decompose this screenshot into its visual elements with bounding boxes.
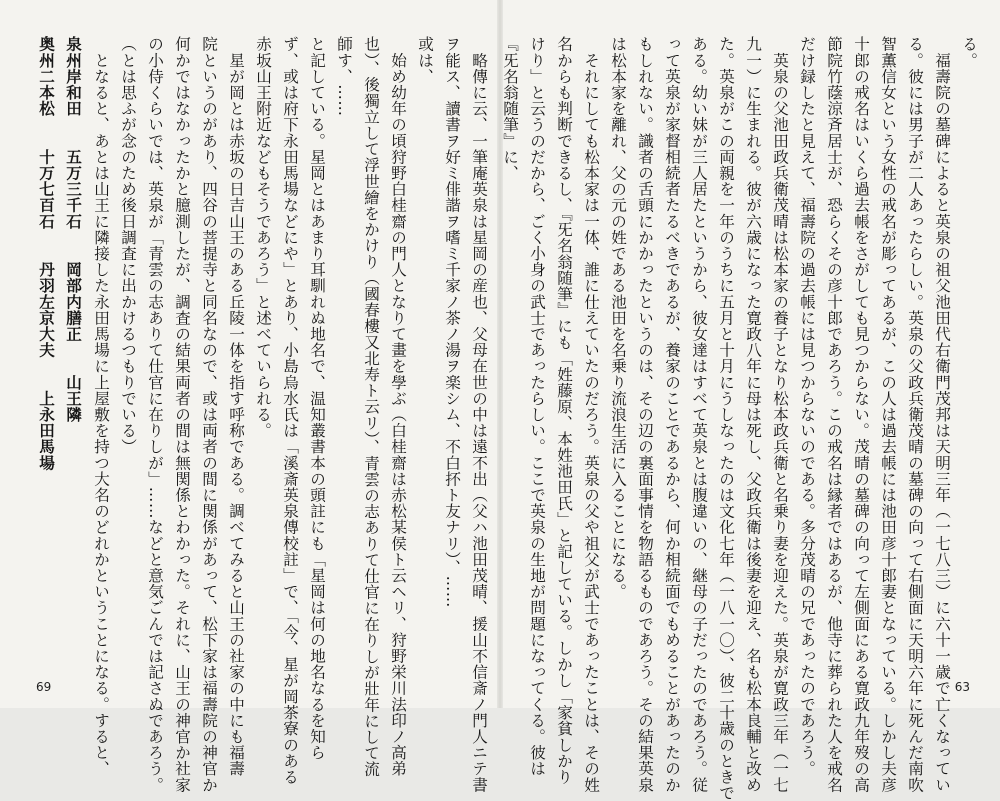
text-line: 智薫信女という女性の戒名が彫ってあるが、この人は過去帳には池田彦十郎妻となっている。しかし夫彦 bbox=[879, 36, 897, 793]
daimyo-title: 丹羽左京大夫 bbox=[37, 261, 56, 359]
text-line: の小侍くらいでは、英泉が「青雲の志ありて仕官に在りしが」……などと意気ごんでは記さぬであろう。 bbox=[146, 36, 164, 793]
text-line: 十郎の戒名はいくら過去帳をさがしても見つからない。茂晴の墓碑の向って左側面にある寛政九年歿の高 bbox=[852, 36, 870, 793]
text-line: と記している。星岡とはあまり耳馴れぬ地名で、温知叢書本の頭註にも「星岡は何の地名なるを知ら bbox=[308, 36, 326, 761]
text-line: ヲ能ス、讀書ヲ好ミ俳諧ヲ嗜ミ千家ノ茶ノ湯ヲ楽シム、不白抔ト友ナリ）、…… bbox=[443, 36, 461, 608]
text-line: 名からも判断できるし、『旡名翁随筆』にも「姓藤原、本姓池田氏」と記している。しかし「家貧しかり bbox=[555, 36, 573, 785]
text-line: る。 bbox=[960, 36, 978, 69]
text-line: 『旡名翁随筆』に、 bbox=[501, 36, 519, 181]
text-line: 英泉の父池田政兵衛茂晴は松本家の養子となり松本政兵衛と名乗り妻を迎えた。英泉が寛政三年（一七 bbox=[771, 36, 789, 793]
daimyo-note: 山王隣 bbox=[64, 374, 83, 423]
left-page-number: 69 bbox=[36, 680, 52, 694]
daimyo-stipend: 五万三千石 bbox=[64, 148, 83, 230]
daimyo-row bbox=[33, 36, 60, 662]
text-line: だけ録したと見えて、福壽院の過去帳には見つからないのである。多分茂晴の兄であったのであろう。 bbox=[798, 36, 816, 777]
text-line: 九一）に生まれる。彼が六歳になった寛政八年に母は死し、父政兵衛は後妻を迎え、名も松本良輔と改め bbox=[744, 36, 762, 793]
text-line: けり」と云うのだから、ごく小身の武士であったらしい。ここで英泉の生地が問題になってくる。彼は bbox=[528, 36, 546, 777]
text-line: 院というのがあり、四谷の菩提寺と同名なので、或は両者の間に関係があって、松下家は福壽院の神官か bbox=[200, 36, 218, 793]
text-line: る。彼には男子が二人あったらしい。英泉の父政兵衛茂晴の墓碑の向って右側面に天明六年に死んだ南吹 bbox=[906, 36, 924, 793]
text-line: は松本家を離れ、父の元の姓である池田を名乗り流浪生活に入ることになる。 bbox=[609, 36, 627, 600]
text-line: た。英泉がこの両親を一年のうちに五月と十月にうしなったのは文化七年（一八一〇）、彼二十歳のときで bbox=[717, 36, 735, 801]
daimyo-title: 岡部内膳正 bbox=[64, 261, 83, 342]
text-line: 星が岡とは赤坂の日吉山王のある丘陵一体を指す呼称である。調べてみると山王の社家の中にも福壽 bbox=[227, 36, 245, 777]
text-line: 略傳に云、一筆庵英泉は星岡の産也、父母在世の中は遠不出（父ハ池田茂晴、援山不信斎ノ門人ニテ書 bbox=[470, 36, 488, 793]
text-line: って英泉が家督相続者たるべきであるが、養家のことであるから、何か相続面でもめることがあったのか bbox=[663, 36, 681, 793]
text-line: もしれない。識者の舌頭にかかったというのは、その辺の裏面事情を物語るものであろう。その結果英泉 bbox=[636, 36, 654, 793]
text-line: 也）、後獨立して浮世繪をかけり（國春樓又北寿ト云リ）、青雲の志ありて仕官に在りしが壯年にして流 bbox=[362, 36, 380, 778]
text-line: 始め幼年の頃狩野白桂齋の門人となりて畫を學ぶ（白桂齋は赤松某侯ト云ヘリ、狩野栄川法印ノ高弟 bbox=[389, 36, 407, 777]
text-line: 福壽院の墓碑によると英泉の祖父池田代右衛門茂邦は天明三年（一七八三）に六十一歳で亡くなってい bbox=[933, 36, 951, 793]
text-line: 何かではなかったかと臆測したが、調査の結果両者の間は無関係とわかった。それに、山王の神官か社家 bbox=[173, 36, 191, 793]
text-line: ず、或は府下永田馬場などにや」とあり、小島烏水氏は「溪斎英泉傳校註」で、「今、星が岡茶寮のある bbox=[281, 36, 299, 785]
text-line: ある。幼い妹が三人居たというから、彼女達はすべて英泉とは腹違いの、継母の子だったのであろう。従 bbox=[690, 36, 708, 793]
text-line: 赤坂山王附近などもそうであろう」と述べていられる。 bbox=[254, 36, 272, 439]
daimyo-row bbox=[60, 36, 87, 662]
text-line: 師す、…… bbox=[335, 36, 353, 117]
text-line: （とは思ふが念のため後日調査に出かけるつもりでいる） bbox=[119, 36, 137, 455]
daimyo-domain: 泉州岸和田 bbox=[64, 36, 83, 117]
right-page-number: 63 bbox=[954, 680, 970, 694]
text-line: 或は、 bbox=[416, 36, 434, 85]
text-line: それにしても松本家は一体、誰に仕えていたのだろう。英泉の父や祖父が武士であったことは、その姓 bbox=[582, 36, 600, 793]
left-page bbox=[0, 0, 500, 793]
right-page bbox=[500, 0, 1000, 801]
daimyo-domain: 奥州二本松 bbox=[37, 36, 56, 117]
text-line: となると、あとは山王に隣接した永田馬場に上屋敷を持つ大名のどれかということになる。すると、 bbox=[92, 36, 110, 777]
daimyo-note: 上永田馬場 bbox=[37, 390, 56, 471]
text-line: 節院竹蔭涼斉居士が、恐らくその彦十郎であろう。この戒名は縁者ではあるが、他寺に葬られた人を戒名 bbox=[825, 36, 843, 793]
daimyo-stipend: 十万七百石 bbox=[37, 148, 56, 230]
